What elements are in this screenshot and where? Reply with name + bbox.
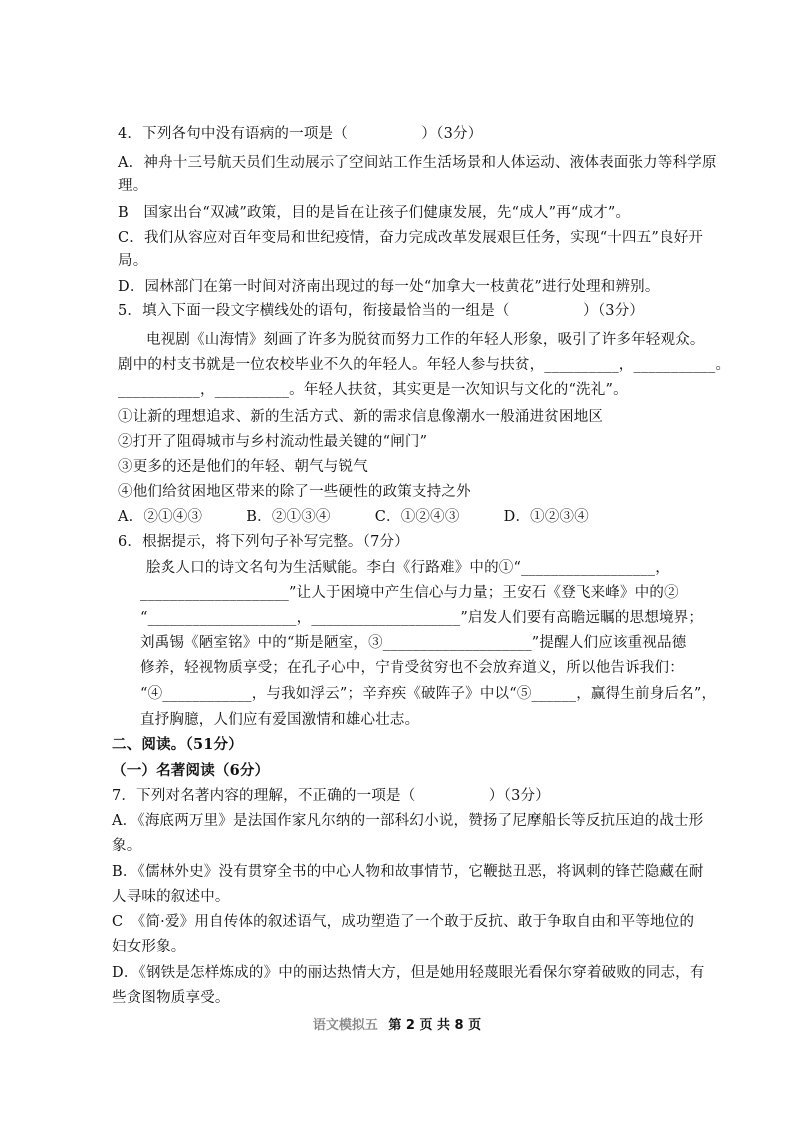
q5-sentence-4: ④他们给贫困地区带来的除了一些硬性的政策支持之外: [118, 484, 471, 500]
footer-page-number: 第 2 页 共 8 页: [388, 1018, 482, 1033]
section-2-title: 二、阅读。（51分）: [112, 736, 243, 753]
q5-sentence-3: ③更多的还是他们的年轻、朝气与锐气: [118, 459, 368, 475]
q5-passage-line-2: 剧中的村支书就是一位农校毕业不久的年轻人。年轻人参与扶贫，__________，___________。: [118, 357, 731, 373]
q6-line-6: “④____________，与我如浮云”；辛弃疾《破阵子》中以“⑤______，赢得生前身后名”，: [140, 686, 717, 702]
q4-option-c: C．我们从容应对百年变局和世纪疫情，奋力完成改革发展艰巨任务，实现“十四五”良好开: [118, 230, 704, 246]
q7-stem: 7．下列对名著内容的理解，不正确的一项是（ ）（3分）: [112, 788, 550, 804]
q4-option-d: D．园林部门在第一时间对济南出现过的每一处“加拿大一枝黄花”进行处理和辨别。: [118, 279, 660, 295]
q7-option-d: D．《钢铁是怎样炼成的》中的丽达热情大方，但是她用轻蔑眼光看保尔穿着破败的同志，有: [112, 965, 705, 981]
q4-option-a: A．神舟十三号航天员们生动展示了空间站工作生活场景和人体运动、液体表面张力等科学原: [118, 155, 717, 171]
q6-line-4: 刘禹锡《陋室铭》中的“斯是陋室，③____________________”提醒人们应该重视品德: [140, 635, 687, 651]
q5-passage-line-3: ___________，__________。年轻人扶贫，其实更是一次知识与文化的“洗礼”。: [118, 382, 628, 398]
q5-sentence-2: ②打开了阻碍城市与乡村流动性最关键的“闸门”: [118, 434, 428, 450]
q5-passage-line-1: 电视剧《山海情》刻画了许多为脱贫而努力工作的年轻人形象，吸引了许多年轻观众。: [146, 332, 705, 348]
q7-option-b: B．《儒林外史》没有贯穿全书的中心人物和故事情节，它鞭挞丑恶，将讽刺的锋芒隐藏在耐: [112, 864, 704, 880]
q6-line-7: 直抒胸臆，人们应有爱国激情和雄心壮志。: [140, 712, 420, 728]
q4-stem: 4．下列各句中没有语病的一项是（ ）（3分）: [118, 126, 483, 142]
q7-option-d-cont: 些贪图物质享受。: [112, 990, 230, 1006]
footer-exam-name: 语文模拟五: [312, 1018, 378, 1033]
q6-line-3: “____________________，____________________”启发人们要有高瞻远瞩的思想境界；: [140, 610, 704, 626]
q5-choices: A．②①④③ B．②①③④ C．①②④③ D．①②③④: [118, 509, 589, 525]
section-2-subtitle: （一）名著阅读（6分）: [112, 762, 270, 779]
q5-sentence-1: ①让新的理想追求、新的生活方式、新的需求信息像潮水一般涌进贫困地区: [118, 409, 604, 425]
q7-option-a: A．《海底两万里》是法国作家凡尔纳的一部科幻小说，赞扬了尼摩船长等反抗压迫的战士形: [112, 813, 704, 829]
q6-line-1: 脍炙人口的诗文名句为生活赋能。李白《行路难》中的①“__________________，: [146, 560, 670, 576]
q5-stem: 5．填入下面一段文字横线处的语句，衔接最恰当的一组是（ ）（3分）: [118, 303, 645, 319]
page-footer: [0, 1014, 794, 1033]
q4-option-b: B 国家出台“双减”政策，目的是旨在让孩子们健康发展，先“成人”再“成才”。: [118, 205, 631, 221]
q7-option-a-cont: 象。: [112, 838, 142, 854]
q6-stem: 6．根据提示，将下列句子补写完整。（7分）: [118, 534, 409, 550]
q7-option-b-cont: 人寻味的叙述中。: [112, 889, 230, 905]
q7-option-c-cont: 妇女形象。: [112, 939, 186, 955]
q4-option-a-cont: 理。: [118, 178, 148, 194]
q4-option-c-cont: 局。: [118, 253, 148, 269]
q6-line-2: ____________________”让人于困境中产生信心与力量；王安石《登飞来峰》中的②: [140, 585, 679, 601]
q7-option-c: C 《简·爱》用自传体的叙述语气，成功塑造了一个敢于反抗、敢于争取自由和平等地位的: [112, 914, 695, 930]
q6-line-5: 修养，轻视物质享受；在孔子心中，宁肯受贫穷也不会放弃道义，所以他告诉我们：: [140, 660, 684, 676]
